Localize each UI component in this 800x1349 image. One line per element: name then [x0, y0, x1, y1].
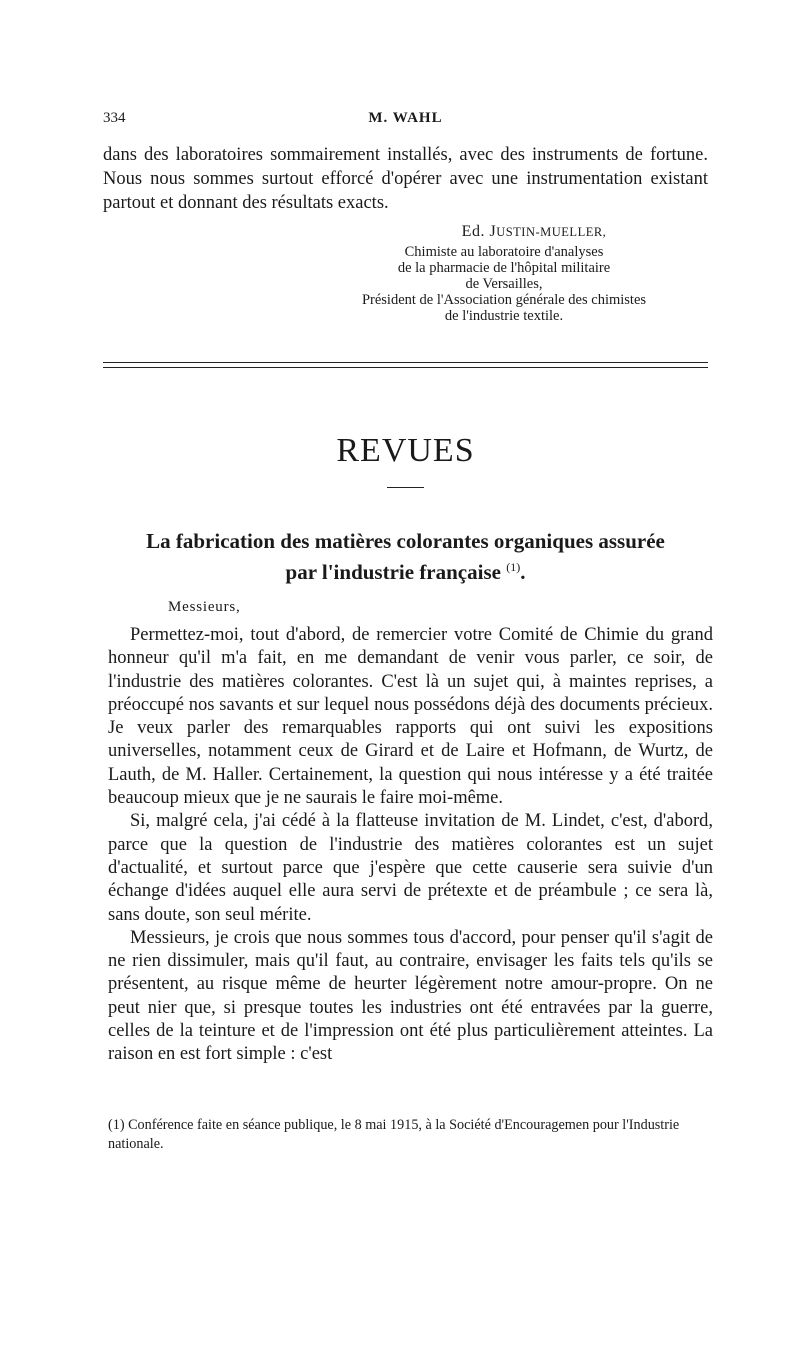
running-head: [103, 110, 708, 132]
article-title-line-2-text: par l'industrie française: [285, 560, 501, 584]
author-affiliation-line: Président de l'Association générale des chimistes: [361, 292, 647, 308]
footnote-reference: (1): [506, 560, 521, 574]
page-number: 334: [103, 110, 126, 126]
section-divider: [103, 362, 708, 372]
body-paragraph: Permettez-moi, tout d'abord, de remercier votre Comité de Chimie du grand honneur qu'il m'a fait, en me demandant de venir vous parler, ce soir, de l'industrie des matières colorantes. C'est là un sujet qui, à maintes reprises, a préoccupé nos savants et sur lequel nous possédons déjà des documents précieux. Je veux parler des remarquables rapports qui ont suivi les expositions universelles, notamment ceux de Girard et de Laire et Hofmann, de Wurtz, de Lauth, de M. Haller. Certainement, la question qui nous intéresse y a été traitée beaucoup mieux que je ne saurais le faire moi-même.: [108, 625, 713, 809]
heading-rule: [387, 487, 424, 488]
body-paragraph: Messieurs, je crois que nous sommes tous d'accord, pour penser qu'il s'agit de ne rien dissimuler, mais qu'il faut, au contraire, envisager les faits tels qu'ils se présentent, au risque même de heurter légèrement notre amour-propre. On ne peut nier que, si presque toutes les industries ont été entravées par la guerre, celles de la teinture et de l'impression ont été plus particulièrement atteintes. La raison en est fort simple : c'est: [108, 927, 713, 1065]
author-name-prefix: Ed.: [461, 223, 485, 240]
continued-paragraph-text: dans des laboratoires sommairement installés, avec des instruments de fortune. Nous nous sommes surtout efforcé d'opérer avec une instrumentation existant partout et donnant des résultats exacts.: [103, 145, 708, 213]
divider-line: [103, 362, 708, 363]
author-name-initial: J: [489, 223, 497, 240]
author-signature: [300, 220, 708, 324]
author-affiliation-line: de l'industrie textile.: [444, 308, 564, 324]
footnote: (1) Conférence faite en séance publique, le 8 mai 1915, à la Société d'Encouragemen pour l'Industrie nationale.: [108, 1117, 680, 1152]
author-affiliation-line: Chimiste au laboratoire d'analyses: [404, 244, 604, 260]
divider-line: [103, 367, 708, 368]
article-title: [103, 528, 708, 585]
salutation: Messieurs,: [168, 599, 241, 615]
author-name: [360, 220, 708, 244]
section-heading: REVUES: [336, 432, 475, 469]
body-paragraph: Si, malgré cela, j'ai cédé à la flatteuse invitation de M. Lindet, c'est, d'abord, parce que la question de l'industrie des matières colorantes est un sujet d'actualité, et surtout parce que j'espère que cette causerie sera suivie d'un échange d'idées auquel elle aura servi de prétexte et de préambule ; ce sera là, sans doute, son seul mérite.: [108, 811, 713, 925]
continued-paragraph: [103, 143, 708, 215]
running-title: M. WAHL: [368, 110, 443, 126]
author-affiliation-line: de Versailles,: [465, 276, 543, 292]
article-body: [108, 624, 713, 1067]
article-title-line-2: par l'industrie française $^{(1)}$.: [285, 560, 526, 584]
article-title-line-1: La fabrication des matières colorantes organiques assurée: [146, 529, 665, 553]
author-name-rest: USTIN-MUELLER,: [496, 225, 607, 239]
author-affiliation-line: de la pharmacie de l'hôpital militaire: [397, 260, 611, 276]
